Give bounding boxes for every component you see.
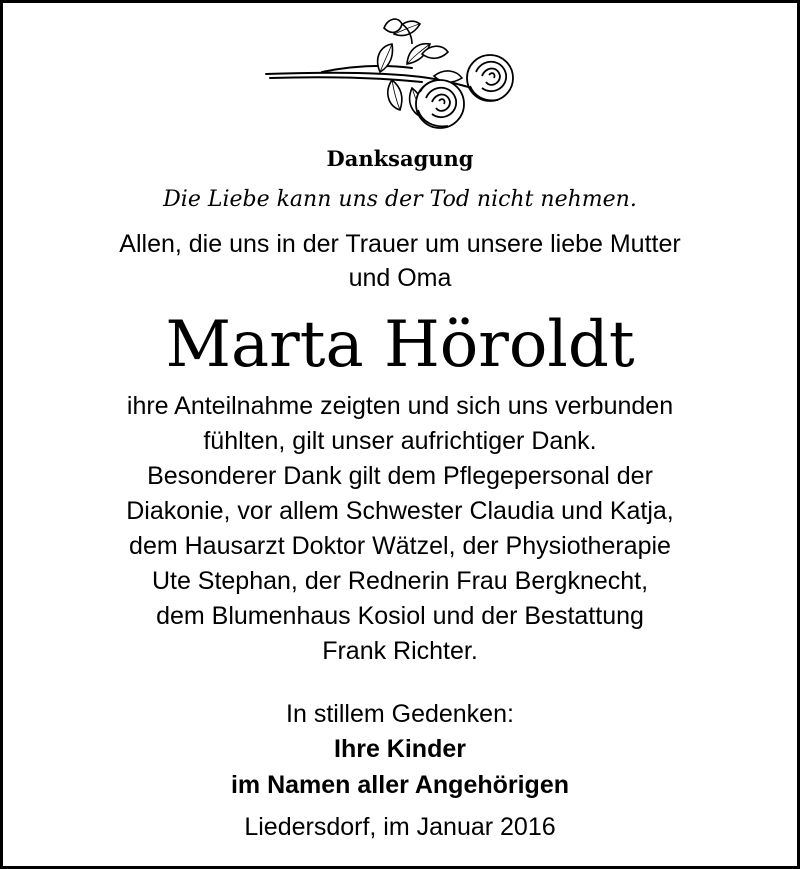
signatory-line: im Namen aller Angehörigen [230, 771, 570, 799]
body-line: ihre Anteilnahme zeigten und sich uns verbunden [126, 392, 674, 420]
body-line: fühlten, gilt unser aufrichtiger Dank. [203, 427, 597, 455]
body-line: Ute Stephan, der Rednerin Frau Bergknecht, [151, 567, 649, 595]
roses-illustration-icon [262, 14, 532, 136]
body-line: dem Hausarzt Doktor Wätzel, der Physiotherapie [129, 532, 671, 560]
closing-line: In stillem Gedenken: [286, 700, 514, 728]
intro-line: Allen, die uns in der Trauer um unsere liebe Mutter [119, 230, 681, 258]
notice-motto: Die Liebe kann uns der Tod nicht nehmen. [163, 187, 637, 212]
body-line: Frank Richter. [322, 637, 478, 665]
notice-heading: Danksagung [326, 146, 474, 171]
place-date: Liedersdorf, im Januar 2016 [244, 813, 556, 841]
body-line: dem Blumenhaus Kosiol und der Bestattung [156, 602, 644, 630]
intro-line: und Oma [348, 264, 452, 292]
body-line: Diakonie, vor allem Schwester Claudia und Katja, [126, 497, 674, 525]
deceased-name: Marta Höroldt [165, 308, 635, 382]
body-line: Besonderer Dank gilt dem Pflegepersonal der [147, 462, 653, 490]
signatory-line: Ihre Kinder [334, 735, 466, 763]
